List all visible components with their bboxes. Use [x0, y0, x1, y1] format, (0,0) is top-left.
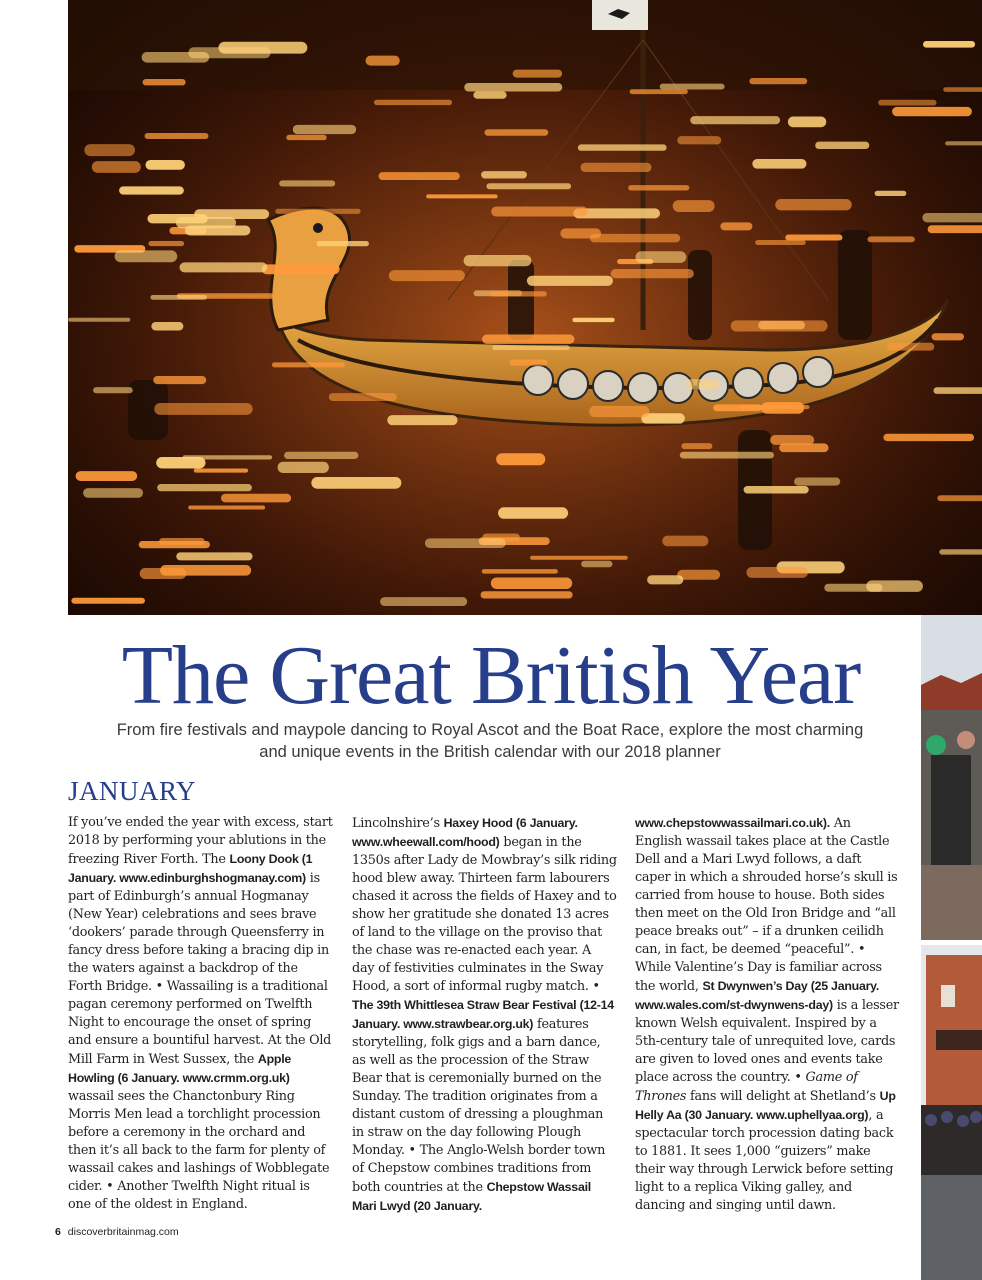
- torch-flame: [932, 333, 964, 340]
- standfirst: From fire festivals and maypole dancing to Royal Ascot and the Boat Race, explore the most charming and unique events in the British calendar with our 2018 planner: [116, 721, 864, 761]
- body-text: is part of Edinburgh’s annual Hogmanay (New Year) celebrations and sees brave ‘dookers’ parade through Queensferry in fancy dress before taking a bracing dip in the waters against a backdrop of the Forth Bridge. • Wassailing is a traditional pagan ceremony performed on Twelfth Night to encourage the onset of spring and ensure a bountiful harvest. At the Old Mill Farm in West Sussex, the: [68, 871, 332, 1067]
- torch-flame: [647, 575, 683, 584]
- body-text: is a lesser known Welsh equivalent. Inspired by a 5th-century tale of unrequited love, cards are given to loved ones and events take place across the country. •: [635, 998, 899, 1085]
- torch-flame: [761, 402, 804, 414]
- torch-flame: [84, 144, 135, 156]
- body-text: features storytelling, folk gigs and a barn dance, as well as the procession of the Straw Bear that is ceremonially burned on the Sunday. The tradition originates from a distant custom of dressing a ploughman in straw on the day following Plough Monday. • The Anglo-Welsh border town of Chepstow combines traditions from both countries at the: [352, 1017, 606, 1195]
- event-name: Loony Dook (1 January. www.edinburghshogmanay.com): [68, 852, 313, 885]
- body-column-2: [352, 814, 617, 1216]
- torch-flame: [176, 552, 252, 560]
- torch-flame: [824, 584, 882, 592]
- torch-flame: [775, 199, 851, 210]
- body-text: An English wassail takes place at the Castle Dell and a Mari Lwyd follows, a daft caper in which a shrouded horse’s skull is carried from house to house. Both sides then meet on the Old Iron Bridge and “all peace breaks out” – if a drunken ceilidh can, in fact, be deemed “peaceful”. • While Valentine’s Day is familiar across the world,: [635, 816, 898, 994]
- torch-flame: [366, 56, 400, 66]
- torch-flame: [785, 234, 842, 240]
- torch-flame: [720, 222, 752, 230]
- torch-flame: [492, 345, 569, 350]
- torch-flame: [484, 129, 548, 135]
- torch-flame: [92, 161, 141, 173]
- torch-flame: [491, 577, 572, 588]
- event-name: Haxey Hood (6 January. www.wheewall.com/hood): [352, 816, 578, 849]
- torch-flame: [746, 567, 807, 578]
- torch-flame: [580, 163, 651, 172]
- torch-flame: [71, 598, 145, 604]
- torch-flame: [677, 136, 721, 144]
- torch-flame: [145, 133, 209, 139]
- torch-flame: [464, 255, 532, 266]
- torch-flame: [731, 320, 828, 331]
- torch-flame: [115, 250, 178, 262]
- torch-flame: [677, 570, 720, 580]
- torch-flame: [530, 556, 628, 560]
- torch-flame: [572, 318, 614, 322]
- hero-photo-artwork: [68, 0, 982, 615]
- torch-flame: [490, 291, 546, 296]
- torch-flame: [923, 41, 975, 48]
- torch-flame: [76, 471, 138, 481]
- page-footer: [55, 1226, 179, 1238]
- torch-flame: [662, 536, 708, 547]
- torch-flame: [464, 83, 562, 91]
- torch-flame: [887, 343, 934, 351]
- torch-flame: [119, 186, 184, 194]
- torch-flame: [680, 452, 774, 459]
- body-text: If you’ve ended the year with excess, start 2018 by performing your ablutions in the freezing River Forth. The: [68, 815, 333, 867]
- event-name: The 39th Whittlesea Straw Bear Festival (12-14 January. www.strawbear.org.uk): [352, 998, 614, 1031]
- torch-flame: [581, 561, 612, 567]
- torch-flame: [752, 159, 806, 169]
- torch-flame: [681, 443, 712, 449]
- torch-flame: [611, 269, 694, 278]
- event-name: Chepstow Wassail Mari Lwyd (20 January.: [352, 1180, 591, 1213]
- torch-flame: [589, 406, 649, 417]
- torch-flame: [713, 404, 762, 411]
- torch-flame: [482, 569, 558, 574]
- torch-flame: [937, 495, 982, 501]
- torch-flame: [481, 591, 573, 598]
- torch-flame: [755, 240, 806, 245]
- torch-flame: [690, 116, 780, 124]
- torch-flame: [473, 91, 506, 98]
- torch-flame: [284, 452, 358, 459]
- torch-flame: [482, 334, 574, 343]
- event-name: Up Helly Aa (30 January. www.uphellyaa.org): [635, 1089, 896, 1122]
- torch-flame: [883, 434, 974, 441]
- torch-flame: [892, 107, 972, 116]
- torch-flame: [389, 270, 465, 281]
- body-text: fans will delight at Shetland’s: [686, 1089, 880, 1104]
- torch-flame: [221, 494, 291, 503]
- torch-flame: [527, 276, 613, 286]
- torch-flame: [93, 387, 133, 393]
- torch-flame: [329, 393, 397, 401]
- footer-site-link[interactable]: discoverbritainmag.com: [67, 1226, 179, 1238]
- torch-flame: [635, 251, 686, 263]
- torch-flame: [262, 264, 340, 274]
- torch-flame: [496, 453, 545, 465]
- torch-flame: [945, 141, 982, 145]
- torch-flame: [146, 160, 185, 170]
- torch-flame: [630, 89, 688, 94]
- torch-flame: [374, 100, 452, 105]
- torch-flame: [922, 213, 982, 222]
- italic-title: Game of Thrones: [635, 1070, 858, 1104]
- event-name: www.chepstowwassailmari.co.uk).: [635, 816, 830, 830]
- torch-flame: [943, 87, 982, 92]
- torch-flame: [194, 209, 269, 219]
- torch-flame: [491, 206, 588, 216]
- torch-flame: [686, 379, 719, 389]
- torch-flame: [933, 387, 982, 394]
- torch-flame: [148, 241, 184, 246]
- torch-flame: [509, 360, 547, 366]
- torch-flame: [275, 209, 360, 214]
- torch-flame: [939, 549, 982, 554]
- torch-flame: [878, 100, 936, 106]
- torch-flame: [194, 469, 248, 473]
- torch-flame: [815, 142, 869, 149]
- torch-flame: [788, 116, 826, 127]
- torch-flame: [380, 597, 467, 606]
- torch-flame: [387, 415, 457, 425]
- torch-flame: [188, 505, 265, 509]
- torch-flame: [157, 484, 252, 491]
- torch-flame: [928, 225, 982, 233]
- body-text: , a spectacular torch procession dating back to 1881. It sees 1,000 “guizers” make their way through Lerwick before setting light to a replica Viking galley, and dancing and singing until dawn.: [635, 1108, 894, 1213]
- torch-flame: [156, 457, 205, 468]
- torch-flame: [590, 234, 680, 243]
- torch-flame: [578, 144, 667, 150]
- torch-flame: [660, 84, 725, 90]
- body-text: began in the 1350s after Lady de Mowbray’s silk riding hood blew away. Thirteen farm labourers chased it across the fields of Haxey and to show her gratitude she donated 13 acres of land to the village on the proviso that the chase was re-enacted each year. A day of festivities culminates in the Sway Hood, a sort of informal rugby match. •: [352, 835, 617, 994]
- body-text: wassail sees the Chanctonbury Ring Morris Men lead a torchlight procession before a ceremony in the orchard and then it’s all back to the farm for plenty of wassail cakes and lashings of Wobblegate cider. • Another Twelfth Night ritual is one of the oldest in England.: [68, 1089, 330, 1212]
- torch-flame: [628, 185, 689, 190]
- torch-flame: [867, 236, 914, 242]
- torch-flame: [311, 477, 401, 489]
- torch-flame: [83, 488, 143, 498]
- torch-flame: [151, 322, 183, 331]
- torch-flame: [749, 78, 807, 84]
- torch-flame: [317, 241, 369, 246]
- side-photo-street-procession: [921, 945, 982, 1280]
- torch-flame: [154, 403, 252, 415]
- torch-flame: [486, 183, 571, 189]
- body-column-3: [635, 814, 900, 1215]
- torch-flame: [188, 47, 270, 58]
- torch-flame: [153, 376, 206, 384]
- body-text: Lincolnshire’s: [352, 816, 444, 831]
- torch-flame: [875, 191, 907, 196]
- torch-flame: [293, 125, 356, 134]
- page-number: 6: [55, 1226, 61, 1238]
- torch-flame: [272, 362, 345, 367]
- torch-flame: [673, 200, 715, 212]
- page-title: The Great British Year: [121, 629, 861, 722]
- torch-flame: [770, 435, 814, 445]
- torch-flame: [179, 262, 267, 272]
- torch-flame: [513, 70, 563, 78]
- section-heading-january: JANUARY: [68, 776, 197, 806]
- body-column-1: [68, 814, 333, 1214]
- torch-flame: [68, 318, 130, 322]
- torch-flame: [426, 194, 497, 198]
- event-name: Apple Howling (6 January. www.crmm.org.uk): [68, 1052, 292, 1085]
- torch-flame: [498, 507, 568, 518]
- hero-photo-viking-galley: [68, 0, 982, 615]
- event-name: St Dwynwen’s Day (25 January. www.wales.com/st-dwynwens-day): [635, 979, 880, 1012]
- torch-flame: [379, 172, 460, 180]
- torch-flame: [159, 538, 205, 545]
- torch-flame: [481, 171, 527, 178]
- torch-flame: [744, 486, 809, 494]
- side-photo-street-procession-artwork: [921, 945, 982, 1280]
- torch-flame: [794, 478, 840, 486]
- torch-flame: [279, 180, 335, 186]
- torch-flame: [425, 538, 506, 548]
- torch-flame: [286, 135, 326, 140]
- torch-flame: [160, 565, 251, 576]
- torch-flame: [278, 462, 329, 473]
- torch-flame: [150, 295, 207, 300]
- torch-flame: [143, 79, 186, 85]
